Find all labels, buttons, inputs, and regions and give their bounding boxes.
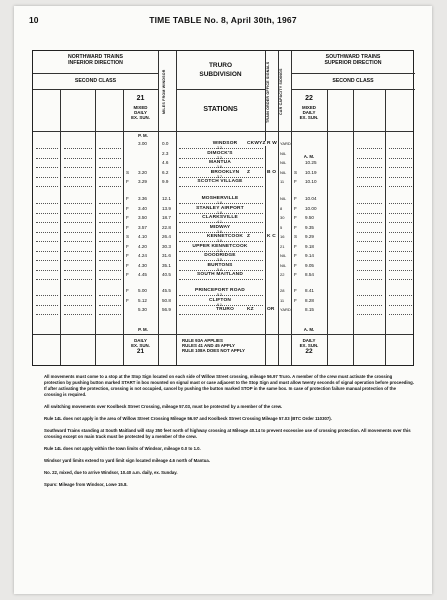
dotted-leader xyxy=(357,195,382,204)
right-direction-title: SOUTHWARD TRAINS SUPERIOR DIRECTION xyxy=(324,54,382,66)
dotted-leader xyxy=(99,252,121,261)
left-time: 4.30 xyxy=(138,262,147,268)
right-flag: F xyxy=(294,179,297,184)
footnote-paragraph: Windsor yard limits extend to yard limit sign located mileage 4.6 north of Mantua. xyxy=(44,458,210,463)
station-row xyxy=(33,306,413,316)
right-time: 10.00 xyxy=(305,205,317,211)
station-name: SOUTH MAITLAND xyxy=(177,272,263,277)
page-title: TIME TABLE No. 8, April 30th, 1967 xyxy=(149,15,297,25)
dotted-leader xyxy=(36,306,58,315)
dotted-leader xyxy=(99,205,121,214)
station-name: CLIFTON xyxy=(177,298,263,303)
left-time: 3.29 xyxy=(138,179,147,184)
footnote-paragraph: No. 22, mixed, due to arrive Windsor, 10.40 a.m. daily, ex. Sunday. xyxy=(44,470,178,475)
left-time: 3.40 xyxy=(138,205,147,211)
dotted-leader xyxy=(36,271,58,280)
right-flag: F xyxy=(294,272,297,277)
distance-to-next: 3.9 xyxy=(217,239,222,243)
station-row xyxy=(33,159,413,169)
right-time: 10.19 xyxy=(305,169,317,175)
dotted-leader xyxy=(389,262,412,271)
dotted-leader xyxy=(389,214,412,223)
mileage: 35.1 xyxy=(162,262,171,268)
siding-capacity: NIL xyxy=(280,169,287,175)
station-row xyxy=(33,252,413,262)
dotted-leader xyxy=(36,243,58,252)
station-name: MIDWAY xyxy=(177,225,263,230)
right-time: 9.14 xyxy=(305,253,314,258)
left-flag: F xyxy=(126,215,129,220)
right-flag: S xyxy=(294,169,298,175)
station-name: BROOKLYN xyxy=(193,170,257,175)
dotted-leader xyxy=(64,214,92,223)
left-time: 3.00 xyxy=(138,141,147,146)
right-flag: F xyxy=(294,215,297,220)
left-flag: F xyxy=(126,288,129,293)
station-row xyxy=(33,169,413,179)
distance-to-next: 2.3 xyxy=(217,155,222,160)
station-name: DIMOCK'S xyxy=(177,151,263,156)
right-flag: F xyxy=(294,253,297,258)
dotted-leader xyxy=(99,271,121,280)
left-class-label: SECOND CLASS xyxy=(74,78,117,84)
right-train-number: 22 xyxy=(305,95,313,102)
left-time: 3.57 xyxy=(138,224,147,230)
siding-capacity: 28 xyxy=(280,288,285,293)
left-flag: F xyxy=(126,253,129,258)
station-row xyxy=(33,271,413,281)
station-row xyxy=(33,195,413,205)
siding-capacity: YARD xyxy=(280,141,291,146)
mileage: 30.3 xyxy=(162,243,171,249)
dotted-leader xyxy=(64,252,92,261)
station-name: PRINCEPORT ROAD xyxy=(177,288,263,293)
dotted-leader xyxy=(36,224,58,233)
dotted-leader xyxy=(64,150,92,159)
dotted-leader xyxy=(357,243,382,252)
station-name: MANTUA xyxy=(177,160,263,165)
left-flag: S xyxy=(126,234,130,239)
distance-to-next: 3.7 xyxy=(217,174,222,179)
footnote-paragraph: Spurs: Mileage from Windsor, Lowe 15.8. xyxy=(44,482,128,487)
dotted-leader xyxy=(64,262,92,271)
dotted-leader xyxy=(36,205,58,214)
miles-column-header: MILES FROM WINDSOR xyxy=(162,69,166,115)
dotted-leader xyxy=(389,178,412,187)
pm-marker-bottom: P. M. xyxy=(138,327,148,332)
siding-capacity: 21 xyxy=(280,243,285,249)
dotted-leader xyxy=(36,252,58,261)
station-row xyxy=(33,262,413,272)
right-time: 9.05 xyxy=(305,262,314,268)
distance-to-next: 4.1 xyxy=(217,220,222,224)
subdivision-title: TRURO SUBDIVISION xyxy=(199,62,242,78)
siding-capacity: YARD xyxy=(280,307,291,312)
mileage: 4.6 xyxy=(162,160,169,165)
station-row xyxy=(33,233,413,243)
dotted-leader xyxy=(357,159,382,168)
siding-capacity: NIL xyxy=(280,150,287,156)
right-flag: F xyxy=(294,297,297,303)
dotted-leader xyxy=(99,214,121,223)
mileage: 2.3 xyxy=(162,150,169,156)
siding-capacity: 8 xyxy=(280,205,283,211)
train-order-signal: OR xyxy=(267,307,275,312)
mileage: 45.5 xyxy=(162,288,171,293)
left-time: 3.50 xyxy=(138,215,147,220)
dotted-leader xyxy=(357,214,382,223)
dotted-leader xyxy=(357,252,382,261)
dotted-leader xyxy=(389,195,412,204)
timetable-page xyxy=(14,6,432,594)
distance-to-next: 2.3 xyxy=(217,146,222,150)
dotted-leader xyxy=(357,297,382,306)
station-code: CKWYZ xyxy=(247,141,266,146)
dotted-leader xyxy=(389,287,412,296)
right-flag: F xyxy=(294,224,297,230)
mileage: 13.9 xyxy=(162,205,171,211)
dotted-leader xyxy=(99,224,121,233)
distance-to-next: 3.6 xyxy=(217,229,222,234)
station-row xyxy=(33,150,413,160)
rules-footer: RULE 93A APPLIES RULES 41 AND 45 APPLY RULE 108A DOES NOT APPLY xyxy=(182,338,245,353)
siding-capacity: 11 xyxy=(280,297,285,303)
right-time: 8.54 xyxy=(305,272,314,277)
dotted-leader xyxy=(99,178,121,187)
dotted-leader xyxy=(99,306,121,315)
dotted-leader xyxy=(36,178,58,187)
footnotes xyxy=(44,374,414,494)
dotted-leader xyxy=(357,262,382,271)
left-direction-title: NORTHWARD TRAINS INFERIOR DIRECTION xyxy=(67,54,124,66)
distance-to-next: 1.6 xyxy=(217,165,222,169)
dotted-leader xyxy=(389,252,412,261)
dotted-leader xyxy=(64,243,92,252)
siding-capacity: 16 xyxy=(280,234,285,239)
dotted-leader xyxy=(357,150,382,159)
mileage: 12.1 xyxy=(162,196,171,201)
left-flag: F xyxy=(126,297,129,303)
dotted-leader xyxy=(36,150,58,159)
dotted-leader xyxy=(357,169,382,178)
right-flag: F xyxy=(294,262,297,268)
station-name: DOODRIDGE xyxy=(177,253,263,258)
mileage: 50.8 xyxy=(162,297,171,303)
station-row xyxy=(33,214,413,224)
distance-to-next: 6.1 xyxy=(217,302,222,307)
station-code: KZ xyxy=(247,307,254,312)
station-name: TRURO xyxy=(193,307,257,312)
dotted-leader xyxy=(36,287,58,296)
right-time: 8.28 xyxy=(305,297,314,303)
station-name: KENNETCOOK xyxy=(193,234,257,239)
left-time: 3.36 xyxy=(138,196,147,201)
right-time: 9.18 xyxy=(305,243,314,249)
mileage: 56.9 xyxy=(162,307,171,312)
mileage: 18.7 xyxy=(162,215,171,220)
distance-to-next: 3.5 xyxy=(217,258,222,262)
mileage: 22.8 xyxy=(162,224,171,230)
dotted-leader xyxy=(36,159,58,168)
dotted-leader xyxy=(99,195,121,204)
dotted-leader xyxy=(357,224,382,233)
left-time: 4.24 xyxy=(138,253,147,258)
left-time: 4.20 xyxy=(138,243,147,249)
left-flag: F xyxy=(126,262,129,268)
dotted-leader xyxy=(64,169,92,178)
dotted-leader xyxy=(389,271,412,280)
station-code: Z xyxy=(247,169,251,175)
dotted-leader xyxy=(389,140,412,149)
siding-capacity: 5 xyxy=(280,224,283,230)
dotted-leader xyxy=(389,224,412,233)
footnote-paragraph: Southward Trains standing at South Maitland will stay 350 feet north of highway crossing at Mileage 40.14 to prevent excessive use of crossing protection. All movements over this crossing except on main track must be protected by a member of the crew. xyxy=(44,428,411,439)
footnote-paragraph: All switching movements over Koolbeck Street Crossing, mileage 57.03, must be protected by a member of the crew. xyxy=(44,404,283,409)
dotted-leader xyxy=(36,297,58,306)
right-footer: DAILY EX. SUN. 22 xyxy=(299,338,319,355)
dotted-leader xyxy=(99,233,121,242)
dotted-leader xyxy=(357,233,382,242)
mileage: 31.6 xyxy=(162,253,171,258)
right-time: 10.10 xyxy=(305,179,317,184)
station-name: STANLEY AIRPORT xyxy=(177,206,263,211)
right-train-desc: MIXED DAILY EX. SUN. xyxy=(299,105,319,120)
siding-capacity: NIL xyxy=(280,262,287,268)
train-order-signal: K C xyxy=(267,234,276,239)
right-time: 9.50 xyxy=(305,215,314,220)
stations-header: STATIONS xyxy=(203,106,238,113)
right-flag: F xyxy=(294,205,297,211)
siding-capacity: NIL xyxy=(280,196,287,201)
left-time: 5.12 xyxy=(138,297,147,303)
left-train-desc: MIXED DAILY EX. SUN. xyxy=(131,105,150,120)
station-name: CLARKSVILLE xyxy=(177,215,263,220)
right-time: 10.25 xyxy=(305,160,317,165)
dotted-leader xyxy=(64,233,92,242)
dotted-leader xyxy=(99,140,121,149)
right-flag: F xyxy=(294,196,297,201)
dotted-leader xyxy=(99,287,121,296)
left-flag: F xyxy=(126,196,129,201)
right-time: 10.04 xyxy=(305,196,317,201)
right-time: 9.29 xyxy=(305,234,314,239)
station-name: BURTONS xyxy=(177,263,263,268)
right-class-label: SECOND CLASS xyxy=(332,78,374,84)
dotted-leader xyxy=(99,262,121,271)
dotted-leader xyxy=(99,243,121,252)
dotted-leader xyxy=(36,262,58,271)
dotted-leader xyxy=(36,214,58,223)
station-row xyxy=(33,178,413,188)
mileage: 6.2 xyxy=(162,169,169,175)
left-flag: F xyxy=(126,272,129,277)
dotted-leader xyxy=(64,224,92,233)
distance-to-next: 5.3 xyxy=(217,293,222,297)
dotted-leader xyxy=(64,306,92,315)
dotted-leader xyxy=(64,287,92,296)
left-flag: F xyxy=(126,224,129,230)
dotted-leader xyxy=(389,169,412,178)
dotted-leader xyxy=(389,297,412,306)
mileage: 9.9 xyxy=(162,179,169,184)
right-flag: F xyxy=(294,288,297,293)
dotted-leader xyxy=(99,159,121,168)
right-flag: S xyxy=(294,234,298,239)
dotted-leader xyxy=(357,306,382,315)
am-marker-top: A. M. xyxy=(303,154,315,159)
left-flag: F xyxy=(126,205,129,211)
footnote-paragraph: All movements must come to a stop at the Stop Sign located on each side of Willow Street crossing, mileage 56.97 Truro. A member of the crew must activate the crossing protection by pushing button marked START in box mounted on signal mast or case adjacent to the Stop Sign and must allow twenty seconds of signal operation before proceeding. If after activating the protection, crossing is not occupied, cancel by pushing the button marked STOP in the same box. In case of protection failure manual protection of the crossing is required. xyxy=(44,374,414,397)
right-time: 8.41 xyxy=(305,288,314,293)
distance-to-next: 1.8 xyxy=(217,210,222,215)
train-order-signal: B O xyxy=(267,169,277,175)
station-row xyxy=(33,287,413,297)
left-time: 3.20 xyxy=(138,169,147,175)
capacity-header: CAR CAPACITY SIDINGS xyxy=(279,68,283,116)
station-row xyxy=(33,224,413,234)
distance-to-next: 1.8 xyxy=(217,201,222,205)
dotted-leader xyxy=(389,306,412,315)
dotted-leader xyxy=(389,233,412,242)
siding-capacity: NIL xyxy=(280,253,287,258)
dotted-leader xyxy=(357,178,382,187)
dotted-leader xyxy=(99,150,121,159)
dotted-leader xyxy=(389,159,412,168)
dotted-leader xyxy=(357,287,382,296)
dotted-leader xyxy=(64,205,92,214)
station-row xyxy=(33,243,413,253)
left-flag: F xyxy=(126,179,129,184)
page-header xyxy=(29,15,417,27)
station-name: SCOTCH VILLAGE xyxy=(177,179,263,184)
right-time: 9.35 xyxy=(305,224,314,230)
page-number: 10 xyxy=(29,15,39,25)
left-train-number: 21 xyxy=(136,95,145,102)
train-order-signal: R W xyxy=(267,141,277,146)
timetable-table xyxy=(32,50,414,366)
am-marker-bottom: A. M. xyxy=(303,327,315,332)
dotted-leader xyxy=(64,271,92,280)
left-time: 5.30 xyxy=(138,307,147,312)
dotted-leader xyxy=(36,169,58,178)
left-flag: F xyxy=(126,243,129,249)
dotted-leader xyxy=(64,140,92,149)
right-flag: F xyxy=(294,243,297,249)
footnote-paragraph: Rule 14L does not apply within the town limits of Windsor, mileage 0.0 to 1.0. xyxy=(44,446,201,451)
dotted-leader xyxy=(64,159,92,168)
dotted-leader xyxy=(99,297,121,306)
dotted-leader xyxy=(64,297,92,306)
order-signals-header: TRAIN ORDER OFFICE SIGNALS xyxy=(266,61,270,123)
station-row xyxy=(33,140,413,150)
left-time: 5.00 xyxy=(138,288,147,293)
dotted-leader xyxy=(36,233,58,242)
station-name: MOSHERVILLE xyxy=(177,196,263,201)
dotted-leader xyxy=(36,140,58,149)
dotted-leader xyxy=(389,205,412,214)
distance-to-next: 1.3 xyxy=(217,248,222,253)
left-flag: S xyxy=(126,169,130,175)
mileage: 26.4 xyxy=(162,234,171,239)
distance-to-next: 5.4 xyxy=(217,267,222,272)
dotted-leader xyxy=(389,150,412,159)
right-time: 8.15 xyxy=(305,307,314,312)
station-code: Z xyxy=(247,234,251,239)
mileage: 40.5 xyxy=(162,272,171,277)
siding-capacity: 11 xyxy=(280,179,285,184)
left-time: 4.10 xyxy=(138,234,147,239)
left-footer: DAILY EX. SUN. 21 xyxy=(131,338,150,355)
dotted-leader xyxy=(389,243,412,252)
left-time: 4.45 xyxy=(138,272,147,277)
station-row xyxy=(33,297,413,307)
siding-capacity: 22 xyxy=(280,272,285,277)
mileage: 0.0 xyxy=(162,141,169,146)
dotted-leader xyxy=(64,195,92,204)
dotted-leader xyxy=(357,271,382,280)
dotted-leader xyxy=(357,205,382,214)
pm-marker-top: P. M. xyxy=(138,133,148,138)
footnote-paragraph: Rule 14L does not apply in the area of Willow Street Crossing Mileage 56.97 and Koolbeck Street Crossing Mileage 57.03 (BTC Order 110307). xyxy=(44,416,332,421)
dotted-leader xyxy=(36,195,58,204)
dotted-leader xyxy=(99,169,121,178)
siding-capacity: 30 xyxy=(280,215,285,220)
siding-capacity: NIL xyxy=(280,160,287,165)
station-name: UPPER KENNETCOOK xyxy=(177,244,263,249)
dotted-leader xyxy=(357,140,382,149)
station-name: WINDSOR xyxy=(193,141,257,146)
dotted-leader xyxy=(64,178,92,187)
station-row xyxy=(33,205,413,215)
